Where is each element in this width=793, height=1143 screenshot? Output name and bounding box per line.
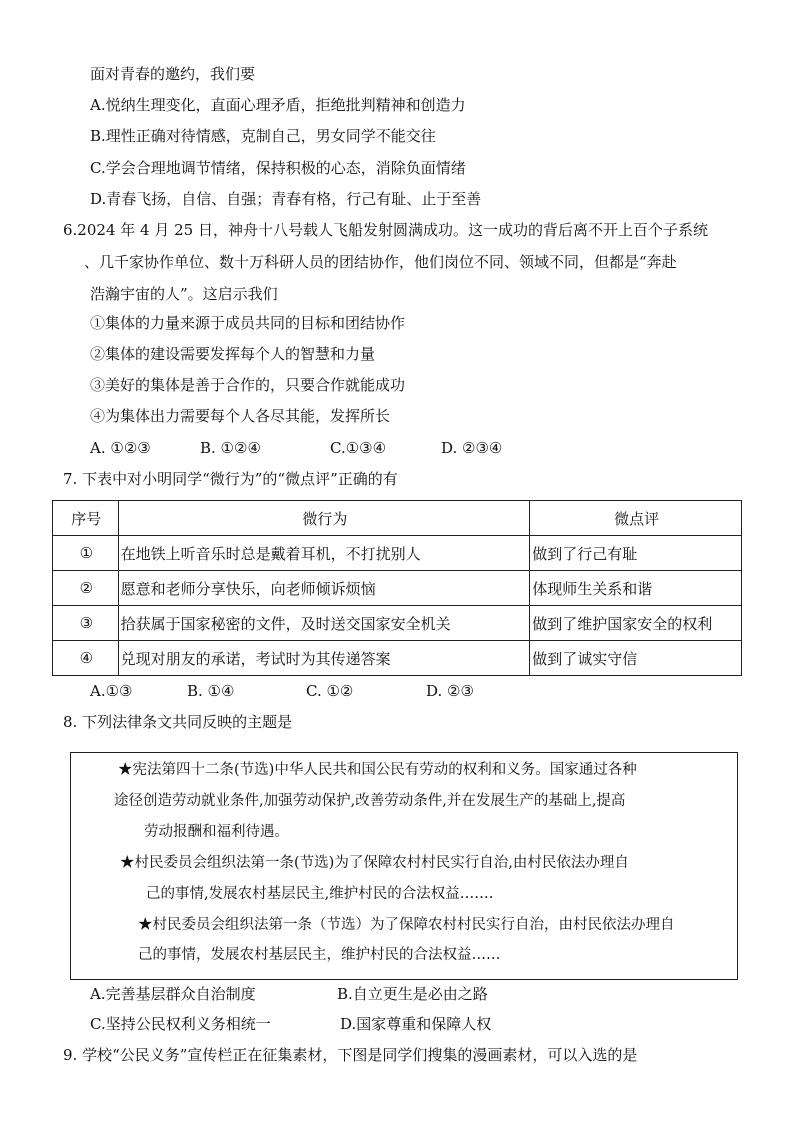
q8-option-c: C.坚持公民权利义务相统一	[90, 1015, 271, 1033]
table-row	[53, 571, 742, 606]
col-header-index: 序号	[53, 501, 119, 536]
row-index: ③	[53, 606, 119, 641]
q6-stem-line-1: 6.2024 年 4 月 25 日，神舟十八号载人飞船发射圆满成功。这一成功的背后离不开上百个子系统	[63, 221, 708, 239]
q6-statement-2: ②集体的建设需要发挥每个人的智慧和力量	[90, 345, 376, 363]
q6-statement-4: ④为集体出力需要每个人各尽其能，发挥所长	[90, 407, 391, 425]
row-behavior: 愿意和老师分享快乐，向老师倾诉烦恼	[118, 571, 530, 606]
q6-statement-3: ③美好的集体是善于合作的，只要合作就能成功	[90, 376, 406, 394]
q6-stem-line-3: 浩瀚宇宙的人”。这启示我们	[90, 285, 278, 303]
q8-box-line-2: 途径创造劳动就业条件,加强劳动保护,改善劳动条件,并在发展生产的基础上,提高	[114, 793, 626, 809]
row-behavior: 在地铁上听音乐时总是戴着耳机，不打扰别人	[118, 536, 530, 571]
col-header-comment: 微点评	[530, 501, 742, 536]
q7-table	[52, 500, 742, 676]
row-index: ①	[53, 536, 119, 571]
q6-option-d: D. ②③④	[441, 439, 503, 457]
q5-option-c: C.学会合理地调节情绪，保持积极的心态，消除负面情绪	[90, 159, 466, 177]
q9-stem: 9. 学校“公民义务”宣传栏正在征集素材，下图是同学们搜集的漫画素材，可以入选的是	[63, 1046, 638, 1064]
q5-option-b: B.理性正确对待情感，克制自己，男女同学不能交往	[90, 127, 436, 145]
q8-box-line-6: ★村民委员会组织法第一条（节选）为了保障农村村民实行自治，由村民依法办理自	[138, 917, 675, 933]
row-index: ②	[53, 571, 119, 606]
q5-option-d: D.青春飞扬，自信、自强；青春有格，行己有耻、止于至善	[90, 190, 482, 208]
q7-stem: 7. 下表中对小明同学“微行为”的“微点评”正确的有	[63, 470, 398, 488]
q8-box-line-1: ★宪法第四十二条(节选)中华人民共和国公民有劳动的权利和义务。国家通过各种	[118, 762, 637, 778]
table-row	[53, 641, 742, 676]
q5-option-a: A.悦纳生理变化，直面心理矛盾，拒绝批判精神和创造力	[90, 96, 466, 114]
q6-option-a: A. ①②③	[90, 439, 151, 457]
q8-box-line-7: 己的事情，发展农村基层民主，维护村民的合法权益……	[138, 947, 501, 963]
table-row	[53, 606, 742, 641]
q7-option-d: D. ②③	[426, 682, 474, 700]
row-comment: 做到了诚实守信	[530, 641, 742, 676]
row-comment: 做到了行己有耻	[530, 536, 742, 571]
q7-option-a: A.①③	[90, 682, 133, 700]
q8-box-line-4: ★村民委员会组织法第一条(节选)为了保障农村村民实行自治,由村民依法办理自	[120, 855, 629, 871]
row-index: ④	[53, 641, 119, 676]
q6-option-b: B. ①②④	[200, 439, 261, 457]
q6-option-c: C.①③④	[330, 439, 387, 457]
row-behavior: 拾获属于国家秘密的文件，及时送交国家安全机关	[118, 606, 530, 641]
q7-option-b: B. ①④	[187, 682, 235, 700]
q7-option-c: C. ①②	[306, 682, 354, 700]
q5-stem-tail: 面对青春的邀约，我们要	[90, 65, 256, 83]
row-comment: 体现师生关系和谐	[530, 571, 742, 606]
q8-option-a: A.完善基层群众自治制度	[90, 985, 256, 1003]
row-behavior: 兑现对朋友的承诺，考试时为其传递答案	[118, 641, 530, 676]
q8-option-d: D.国家尊重和保障人权	[340, 1015, 492, 1033]
q8-box-line-3: 劳动报酬和福利待遇。	[144, 824, 289, 840]
q6-stem-line-2: 、几千家协作单位、数十万科研人员的团结协作，他们岗位不同、领域不同，但都是“奔赴	[84, 253, 677, 271]
table-header-row	[53, 501, 742, 536]
row-comment: 做到了维护国家安全的权利	[530, 606, 742, 641]
q6-statement-1: ①集体的力量来源于成员共同的目标和团结协作	[90, 314, 406, 332]
q8-stem: 8. 下列法律条文共同反映的主题是	[63, 713, 293, 731]
q8-box-line-5: 己的事情,发展农村基层民主,维护村民的合法权益…….	[146, 886, 494, 902]
q8-option-b: B.自立更生是必由之路	[337, 985, 488, 1003]
col-header-behavior: 微行为	[118, 501, 530, 536]
table-row	[53, 536, 742, 571]
